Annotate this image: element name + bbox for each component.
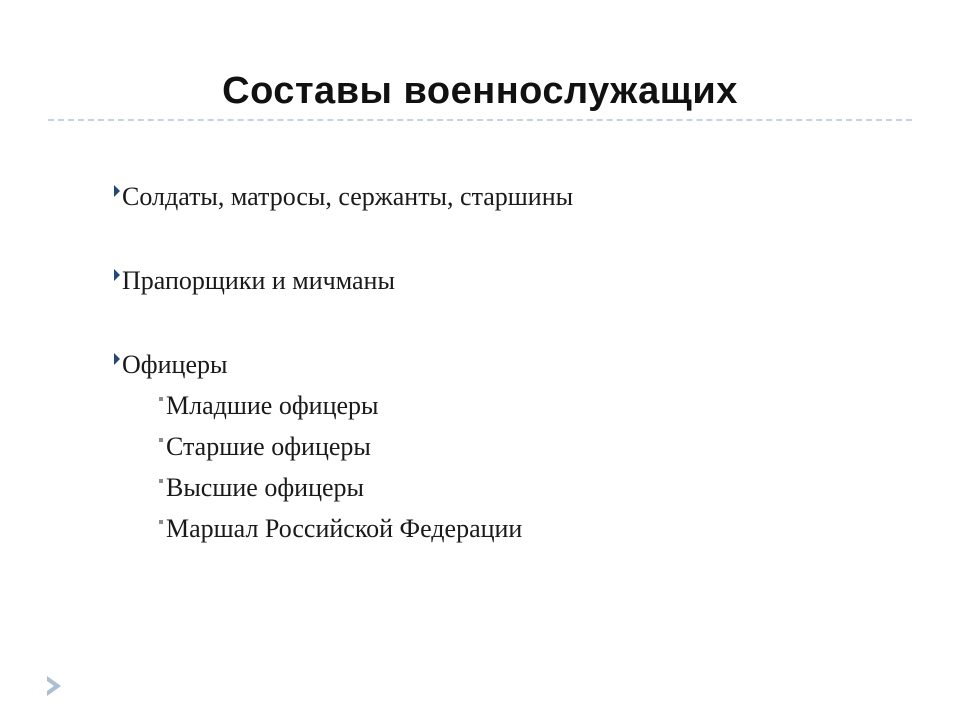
next-slide-arrow-inner (47, 681, 54, 691)
title-divider (48, 119, 912, 121)
square-bullet-icon (159, 438, 163, 442)
sub-list-item-text: Маршал Российской Федерации (166, 514, 523, 543)
sub-list-item (159, 473, 364, 503)
sub-list-item (159, 514, 522, 544)
list-item (114, 350, 227, 380)
sub-list-item-text: Высшие офицеры (166, 473, 365, 502)
list-item-text: Солдаты, матросы, сержанты, старшины (122, 182, 574, 211)
list-item (114, 266, 395, 296)
sub-list-item-text: Старшие офицеры (166, 432, 371, 461)
list-item-text: Офицеры (122, 350, 228, 379)
sub-list-item (159, 432, 371, 462)
sub-list-item (159, 391, 379, 421)
square-bullet-icon (159, 397, 163, 401)
triangle-bullet-icon (114, 269, 120, 281)
slide-title: Составы военнослужащих (222, 70, 738, 112)
square-bullet-icon (159, 520, 163, 524)
list-item (114, 182, 573, 212)
sub-list-item-text: Младшие офицеры (166, 391, 379, 420)
square-bullet-icon (159, 479, 163, 483)
triangle-bullet-icon (114, 353, 120, 365)
list-item-text: Прапорщики и мичманы (122, 266, 395, 295)
triangle-bullet-icon (114, 185, 120, 197)
